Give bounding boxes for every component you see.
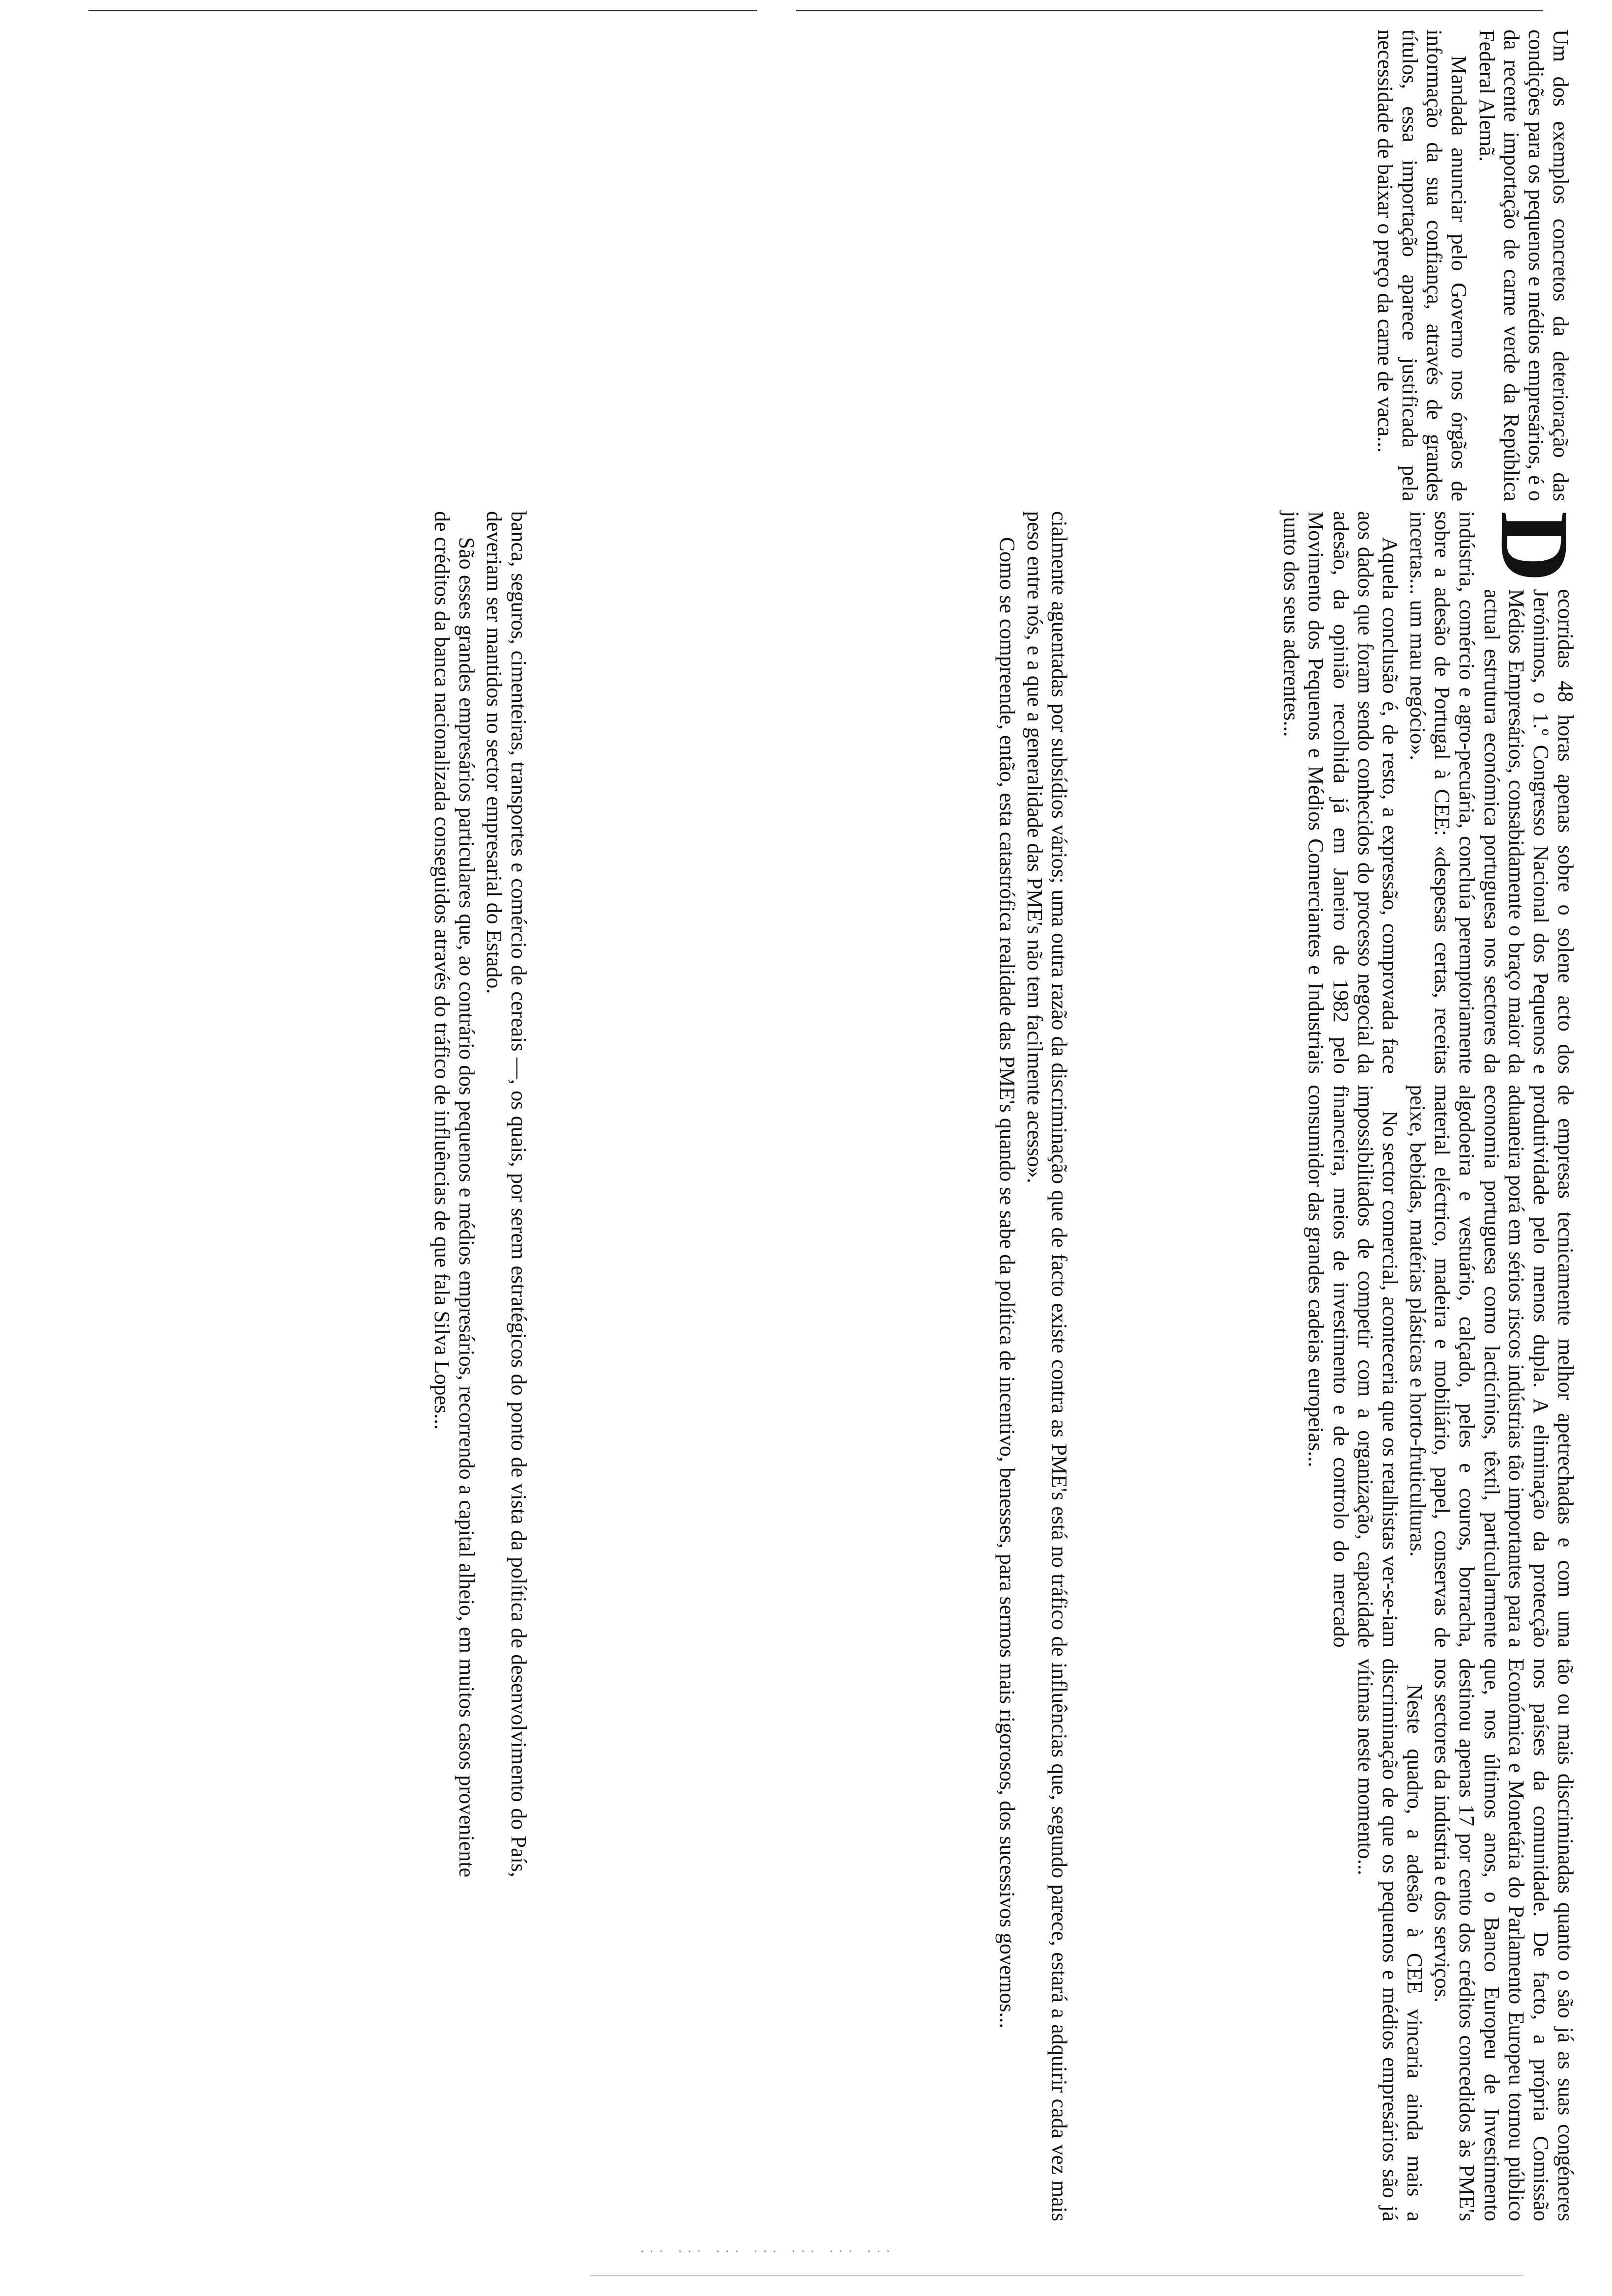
paragraph: No sector comercial, aconteceria que os retalhistas ver-se-iam impossibilitados de competir com a organização, capacidade financeira, meios de investimento e de controlo do mercado consumidor das grandes cadeias europeias...	[1304, 1085, 1402, 1648]
paragraph: cialmente aguentadas por subsídios vários; uma outra razão da discriminação que de facto existe contra as PME's está no tráfico de influências que, segundo parece, estará a adquirir cada vez mais peso entre nós, e a que a generalidade das PME's não tem facilmente acesso».	[1022, 511, 1071, 2221]
article-band-middle	[555, 511, 1071, 2221]
article-column-3	[1106, 1659, 1578, 2221]
article-column-4	[555, 511, 1071, 2221]
article-band-side	[25, 29, 1573, 501]
article-column-1	[1106, 511, 1589, 1074]
paragraph: São esses grandes empresários particulares que, ao contrário dos pequenos e médios empresários, recorrendo a capital alheio, em muitos casos proveniente de créditos da banca nacionalizada conseguidos através do tráfico de influências de que fala Silva Lopes...	[430, 511, 479, 1877]
bottom-rule	[590, 2275, 1524, 2276]
paragraph: Mandada anunciar pelo Governo nos órgãos de informação da sua confiança, através de grandes títulos, essa importação aparece justificada pela necessidade de baixar o preço da carne de vaca...	[1373, 29, 1471, 501]
bottom-scan-marks: ··· ··· ··· ··· ··· ··· ···	[639, 2246, 894, 2258]
paragraph: ecorridas 48 horas apenas sobre o solene acto dos Jerónimos, o 1.º Congresso Nacional dos Pequenos e Médios Empresários, consabidamente o braço maior da actual estrutura económica portuguesa nos sectores da indústria, comércio e agro-pecuária, concluía peremptoriamente sobre a adesão de Portugal à CEE: «despesas certas, receitas incertas... um mau negócio».	[1406, 511, 1578, 1074]
article-column-2	[1106, 1085, 1578, 1647]
paragraph: de empresas tecnicamente melhor apetrechadas e com uma produtividade pelo menos dupla. A eliminação da protecção aduaneira porá em sérios riscos indústrias tão importantes para a economia portuguesa como lacticínios, têxtil, particularmente algodoeira e vestuário, calçado, peles e couros, borracha, material eléctrico, madeira e mobiliário, papel, conservas de peixe, bebidas, matérias plásticas e horto-fruticulturas.	[1406, 1085, 1578, 1648]
paragraph: Um dos exemplos concretos da deterioração das condições para os pequenos e médios empresários, é o da recente importação de carne verde da República Federal Alemã.	[1474, 29, 1573, 501]
paragraph: tão ou mais discriminadas quanto o são já as suas congéneres nos países da comunidade. De facto, a própria Comissão Económica e Monetária do Parlamento Europeu tornou público que, nos últimos anos, o Banco Europeu de Investimento destinou apenas 17 por cento dos créditos concedidos às PME's nos sectores da indústria e dos serviços.	[1430, 1658, 1578, 2221]
paragraph: banca, seguros, cimenteiras, transportes e comércio de cereais —, os quais, por serem estratégicos do ponto de vista da política de desenvolvimento do País, deveriam ser mantidos no sector empresarial do Estado.	[482, 511, 531, 1877]
drop-cap: D	[1480, 511, 1589, 582]
paragraph: Neste quadro, a adesão à CEE vincaria ainda mais a discriminação de que os pequenos e médios empresários são já vítimas neste momento...	[1353, 1658, 1427, 2221]
paragraph: Aquela conclusão é, de resto, a expressão, comprovada face aos dados que foram sendo conhecidos do processo negocial da adesão, da opinião recolhida já em Janeiro de 1982 pelo Movimento dos Pequenos e Médios Comerciantes e Industriais junto dos seus aderentes...	[1279, 511, 1402, 1074]
paragraph: Como se compreende, então, esta catastrófica realidade das PME's quando se sabe da política de incentivo, benesses, para sermos mais rigorosos, dos sucessivos governos...	[995, 537, 1019, 2029]
article-band-lower	[15, 511, 531, 1877]
article-column-5	[15, 511, 531, 1877]
article-column-6	[25, 29, 1573, 501]
article-band-top	[1106, 511, 1589, 2221]
